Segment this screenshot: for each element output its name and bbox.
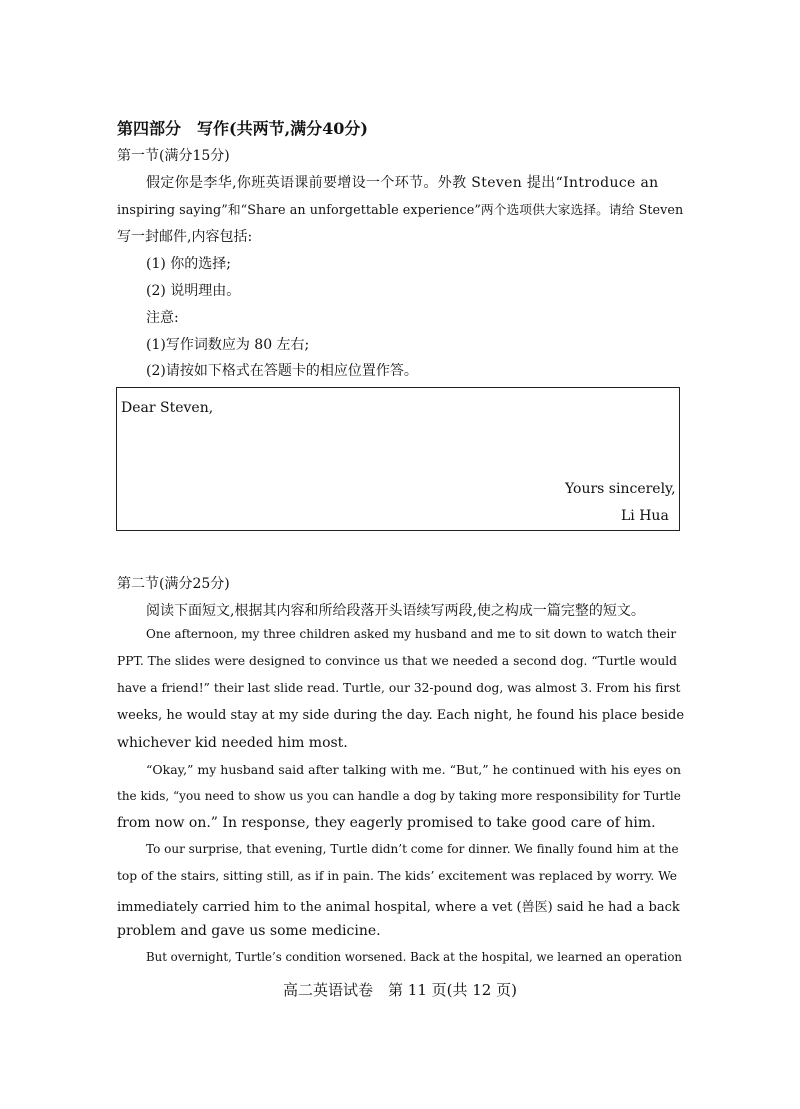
section2-line-5: weeks, he would stay at my side during the day. Each night, he found his place beside bbox=[117, 708, 685, 723]
section1-line-4: (1) 你的选择; bbox=[146, 256, 231, 272]
section2-line-14: But overnight, Turtle’s condition worsened. Back at the hospital, we learned an operation bbox=[146, 950, 682, 964]
section2-line-6: whichever kid needed him most. bbox=[117, 735, 348, 751]
section2-line-13: problem and gave us some medicine. bbox=[117, 923, 381, 939]
section2-line-11: top of the stairs, sitting still, as if in pain. The kids’ excitement was replaced by worry. We bbox=[117, 869, 678, 883]
section2-heading: 第二节(满分25分) bbox=[117, 576, 230, 592]
section1-line-8: (2)请按如下格式在答题卡的相应位置作答。 bbox=[146, 363, 418, 379]
section2-line-1: 阅读下面短文,根据其内容和所给段落开头语续写两段,使之构成一篇完整的短文。 bbox=[146, 603, 645, 619]
section2-line-7: “Okay,” my husband said after talking with me. “But,” he continued with his eyes on bbox=[146, 762, 682, 777]
letter-greeting: Dear Steven, bbox=[121, 400, 214, 416]
section2-line-3: PPT. The slides were designed to convince us that we needed a second dog. “Turtle would bbox=[117, 654, 677, 668]
part-title: 第四部分 写作(共两节,满分40分) bbox=[117, 119, 368, 138]
section1-line-3: 写一封邮件,内容包括: bbox=[117, 229, 253, 245]
section1-heading: 第一节(满分15分) bbox=[117, 148, 230, 164]
section1-line-1: 假定你是李华,你班英语课前要增设一个环节。外教 Steven 提出“Introduce an bbox=[146, 175, 659, 191]
section1-line-6: 注意: bbox=[146, 310, 179, 326]
section1-line-2: inspiring saying”和“Share an unforgettable experience”两个选项供大家选择。请给 Steven bbox=[117, 203, 684, 218]
section1-line-5: (2) 说明理由。 bbox=[146, 283, 241, 299]
letter-format-box bbox=[116, 387, 680, 531]
letter-closing: Yours sincerely, bbox=[565, 481, 676, 497]
section2-line-2: One afternoon, my three children asked my husband and me to sit down to watch their bbox=[146, 627, 677, 641]
section1-line-7: (1)写作词数应为 80 左右; bbox=[146, 337, 310, 353]
letter-signature: Li Hua bbox=[621, 508, 669, 524]
section2-line-10: To our surprise, that evening, Turtle didn’t come for dinner. We finally found him at the bbox=[146, 842, 679, 856]
section2-line-12: immediately carried him to the animal hospital, where a vet (兽医) said he had a back bbox=[117, 900, 680, 915]
section2-line-9: from now on.” In response, they eagerly promised to take good care of him. bbox=[117, 815, 656, 831]
section2-line-4: have a friend!” their last slide read. Turtle, our 32-pound dog, was almost 3. From his first bbox=[117, 681, 681, 695]
section2-line-8: the kids, “you need to show us you can handle a dog by taking more responsibility for Turtle bbox=[117, 789, 681, 803]
page-footer: 高二英语试卷 第 11 页(共 12 页) bbox=[283, 981, 517, 999]
